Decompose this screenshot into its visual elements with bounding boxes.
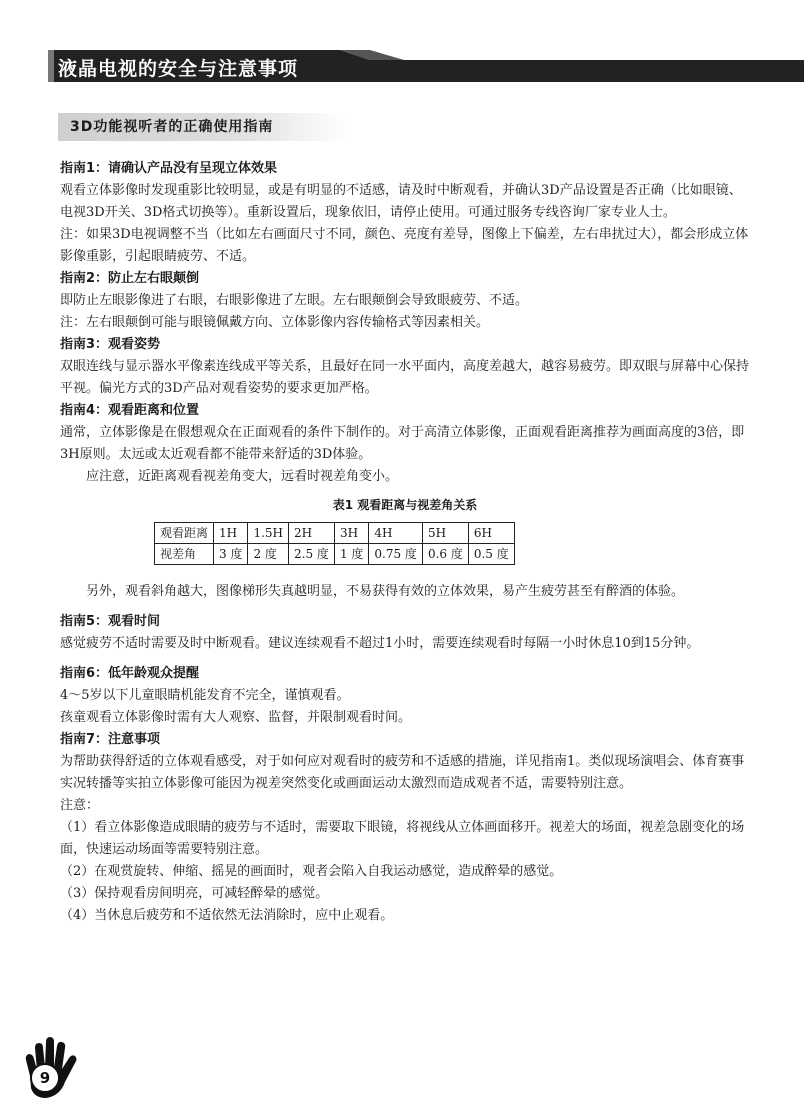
page-title: 液晶电视的安全与注意事项 — [58, 58, 299, 80]
content-body — [60, 158, 750, 927]
guide-5 — [60, 611, 750, 655]
guide-list-item: （4）当休息后疲劳和不适依然无法消除时，应中止观看。 — [60, 908, 394, 923]
table-cell: 3 度 — [214, 544, 248, 565]
table-cell: 观看距离 — [155, 523, 214, 544]
guide-4 — [60, 400, 750, 488]
table-cell: 2 度 — [248, 544, 289, 565]
spacer — [60, 655, 750, 663]
table-cell: 1 度 — [334, 544, 368, 565]
table-cell: 0.5 度 — [468, 544, 514, 565]
table-cell: 2H — [289, 523, 335, 544]
guide-note: 注：左右眼颠倒可能与眼镜佩戴方向、立体影像内容传输格式等因素相关。 — [60, 315, 490, 330]
guide-text: 孩童观看立体影像时需有大人观察、监督，并限制观看时间。 — [60, 710, 412, 725]
guide-list-item: （2）在观赏旋转、伸缩、摇晃的画面时，观者会陷入自我运动感觉，造成醉晕的感觉。 — [60, 864, 563, 879]
after-table-text: 另外，观看斜角越大，图像梯形失真越明显，不易获得有效的立体效果，易产生疲劳甚至有醉酒的体验。 — [86, 584, 685, 599]
guide-text: 通常，立体影像是在假想观众在正面观看的条件下制作的。对于高清立体影像，正面观看距离推荐为画面高度的3倍，即3H原则。太远或太近观看都不能带来舒适的3D体验。 — [60, 425, 745, 462]
table-cell: 2.5 度 — [289, 544, 335, 565]
guide-text: 为帮助获得舒适的立体观看感受，对于如何应对观看时的疲劳和不适感的措施，详见指南1。类似现场演唱会、体育赛事实况转播等实拍立体影像可能因为视差突然变化或画面运动太激烈而造成观者不适，需要特别注意。 — [60, 754, 745, 791]
guide-note: 注：如果3D电视调整不当（比如左右画面尺寸不同，颜色、亮度有差导，图像上下偏差，左右串扰过大），都会形成立体影像重影，引起眼睛疲劳、不适。 — [60, 227, 749, 264]
table-cell: 5H — [422, 523, 468, 544]
guide-title: 指南7：注意事项 — [60, 732, 161, 747]
guide-2 — [60, 268, 750, 334]
guide-7 — [60, 729, 750, 927]
table-cell: 1.5H — [248, 523, 289, 544]
guide-list-item: （1）看立体影像造成眼睛的疲劳与不适时，需要取下眼镜，将视线从立体画面移开。视差大的场面，视差急剧变化的场面，快速运动场面等需要特别注意。 — [60, 820, 745, 857]
table-cell: 4H — [369, 523, 423, 544]
table-cell: 1H — [214, 523, 248, 544]
table-cell: 6H — [468, 523, 514, 544]
table-row — [155, 544, 515, 565]
guide-1 — [60, 158, 750, 268]
table-cell: 0.6 度 — [422, 544, 468, 565]
guide-text: 双眼连线与显示器水平像素连线成平等关系，且最好在同一水平面内，高度差越大，越容易疲劳。即双眼与屏幕中心保持平视。偏光方式的3D产品对观看姿势的要求更加严格。 — [60, 359, 750, 396]
table-row — [155, 523, 515, 544]
guide-title: 指南5：观看时间 — [60, 614, 161, 629]
guide-text: 即防止左眼影像进了右眼，右眼影像进了左眼。左右眼颠倒会导致眼疲劳、不适。 — [60, 293, 529, 308]
table-caption: 表1 观看距离与视差角关系 — [332, 498, 478, 512]
guide-text-indented: 应注意，近距离观看视差角变大，远看时视差角变小。 — [86, 469, 399, 484]
guide-note-label: 注意： — [60, 798, 100, 813]
guide-title: 指南1：请确认产品没有呈现立体效果 — [60, 161, 278, 176]
guide-list-item: （3）保持观看房间明亮，可减轻醉晕的感觉。 — [60, 886, 329, 901]
table-cell: 3H — [334, 523, 368, 544]
section-title: 3D功能视听者的正确使用指南 — [70, 119, 274, 135]
guide-text: 感觉疲劳不适时需要及时中断观看。建议连续观看不超过1小时，需要连续观看时每隔一小时休息10到15分钟。 — [60, 636, 700, 651]
guide-title: 指南6：低年龄观众提醒 — [60, 666, 200, 681]
guide-3 — [60, 334, 750, 400]
guide-6 — [60, 663, 750, 729]
spacer — [60, 603, 750, 611]
table-cell: 视差角 — [155, 544, 214, 565]
guide-text: 观看立体影像时发现重影比较明显，或是有明显的不适感，请及时中断观看，并确认3D产品设置是否正确（比如眼镜、电视3D开关、3D格式切换等）。重新设置后，现象依旧，请停止使用。可通过服务专线咨询厂家专业人士。 — [60, 183, 742, 220]
guide-title: 指南2：防止左右眼颠倒 — [60, 271, 200, 286]
guide-text: 4～5岁以下儿童眼睛机能发育不完全，谨慎观看。 — [60, 688, 350, 703]
guide-title: 指南3：观看姿势 — [60, 337, 161, 352]
table-cell: 0.75 度 — [369, 544, 423, 565]
guide-title: 指南4：观看距离和位置 — [60, 403, 200, 418]
distance-parallax-table — [154, 522, 515, 565]
page-number: 9 — [30, 1063, 60, 1093]
